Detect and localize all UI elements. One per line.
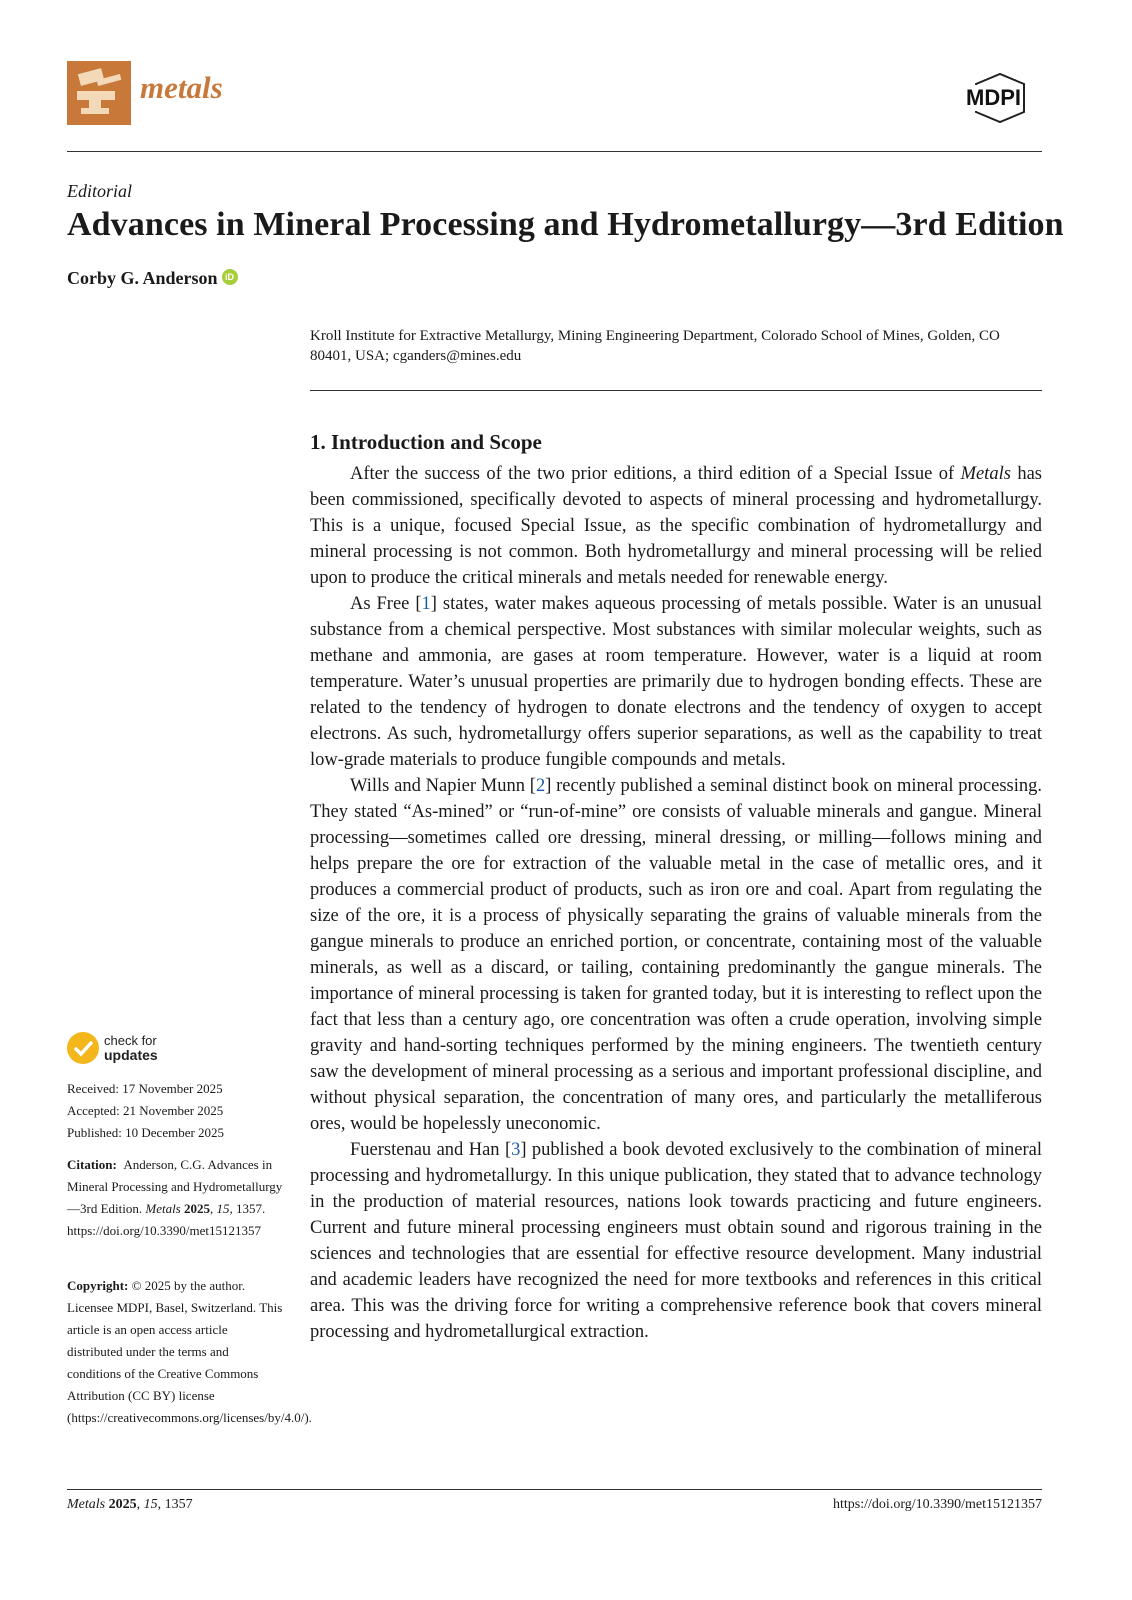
journal-logo [67, 61, 131, 125]
check-for-updates-badge[interactable] [67, 1032, 187, 1068]
main-content [310, 430, 1042, 1345]
check-updates-line2: updates [104, 1047, 158, 1063]
header-divider [67, 151, 1042, 152]
citation-label: Citation: [67, 1157, 117, 1172]
paragraph-1: After the success of the two prior editions, a third edition of a Special Issue of Metals has been commissioned, specifically devoted to aspects of mineral processing and hydrometallurgy. This is a unique, focused Special Issue, as the specific combination of hydrometallurgy and mineral processing is not common. Both hydrometallurgy and mineral processing will be relied upon to produce the critical minerals and metals needed for renewable energy. [310, 464, 1042, 588]
check-updates-icon [67, 1032, 99, 1064]
mdpi-logo-text: MDPI [966, 85, 1021, 110]
article-dates [67, 1078, 282, 1144]
article-title: Advances in Mineral Processing and Hydrometallurgy—3rd Edition [67, 206, 1064, 243]
affiliation: Kroll Institute for Extractive Metallurgy, Mining Engineering Department, Colorado School of Mines, Golden, CO 80401, USA; cganders@mines.edu [310, 328, 1000, 364]
citation-doi[interactable]: , 1357. https://doi.org/10.3390/met15121357 [67, 1201, 266, 1238]
orcid-icon[interactable]: iD [222, 269, 238, 285]
paragraph-3: Wills and Napier Munn [2] recently published a seminal distinct book on mineral processing. They stated “As-mined” or “run-of-mine” ore consists of valuable minerals and gangue. Mineral processing—sometimes called ore dressing, mineral dressing, or milling—follows mining and helps prepare the ore for extraction of the valuable metal in the case of metallic ores, and it produces a commercial product of products, such as iron ore and coal. Apart from regulating the size of the ore, it is a process of physically separating the grains of valuable minerals from the gangue minerals to produce an enriched portion, or concentrate, containing most of the valuable minerals, as well as a discard, or tailing, containing predominantly the gangue minerals. The importance of mineral processing is taken for granted today, but it is interesting to reflect upon the fact that less than a century ago, ore concentration was often a crude operation, involving simple gravity and hand-sorting techniques performed by the mining engineers. The twentieth century saw the development of mineral processing as a serious and important professional discipline, and without physical separation, the concentration of many ores, and particularly the metalliferous ores, would be hopelessly uneconomic. [310, 776, 1042, 1134]
article-type: Editorial [67, 181, 133, 201]
reference-link-2[interactable]: 2 [535, 776, 546, 796]
citation-block: Citation: Anderson, C.G. Advances in Mineral Processing and Hydrometallurgy—3rd Edition. Metals 2025, 15, 1357. https://doi.org/10.3390/met15121357 [67, 1157, 283, 1238]
paragraph-4: Fuerstenau and Han [3] published a book devoted exclusively to the combination of mineral processing and hydrometallurgy. In this unique publication, they stated that to advance technology in the production of material resources, nations look towards practicing and future engineers. Current and future mineral processing engineers must obtain sound and rigorous training in the sciences and technologies that are essential for effective resource development. Many industrial and academic leaders have recognized the need for more textbooks and references in this critical area. This was the driving force for writing a comprehensive reference book that covers mineral processing and hydrometallurgical extraction. [310, 1140, 1042, 1342]
mdpi-logo[interactable] [962, 72, 1042, 124]
anvil-hammer-icon [67, 61, 131, 125]
copyright-block: Copyright: © 2025 by the author. Licensee MDPI, Basel, Switzerland. This article is an open access article distributed under the terms and conditions of the Creative Commons Attribution (CC BY) license (https://creativecommons.org/licenses/by/4.0/). [67, 1278, 312, 1425]
section-heading: 1. Introduction and Scope [310, 430, 542, 454]
published-date: Published: 10 December 2025 [67, 1125, 225, 1140]
accepted-date: Accepted: 21 November 2025 [67, 1103, 224, 1118]
footer-citation: Metals 2025, 15, 1357 [67, 1497, 193, 1512]
footer-doi[interactable]: https://doi.org/10.3390/met15121357 [833, 1497, 1042, 1512]
footer-divider [67, 1489, 1042, 1490]
reference-link-1[interactable]: 1 [421, 594, 431, 614]
check-updates-line1: check for [104, 1033, 157, 1048]
journal-name[interactable]: metals [140, 70, 223, 105]
paragraph-2: As Free [1] states, water makes aqueous processing of metals possible. Water is an unusual substance from a chemical perspective. Most substances with similar molecular weights, such as methane and ammonia, are gases at room temperature. However, water is a liquid at room temperature. Water’s unusual properties are primarily due to hydrogen bonding effects. These are related to the tendency of hydrogen to donate electrons and the tendency of oxygen to accept electrons. As such, hydrometallurgy offers superior separations, as well as the capability to treat low-grade materials to produce fungible compounds and metals. [310, 594, 1043, 770]
journal-italic: Metals [960, 464, 1011, 484]
reference-link-3[interactable]: 3 [511, 1140, 521, 1160]
received-date: Received: 17 November 2025 [67, 1081, 223, 1096]
copyright-label: Copyright: [67, 1278, 129, 1293]
author-line [67, 268, 238, 289]
author-name[interactable]: Corby G. Anderson [67, 268, 218, 288]
affiliation-divider [310, 390, 1042, 391]
